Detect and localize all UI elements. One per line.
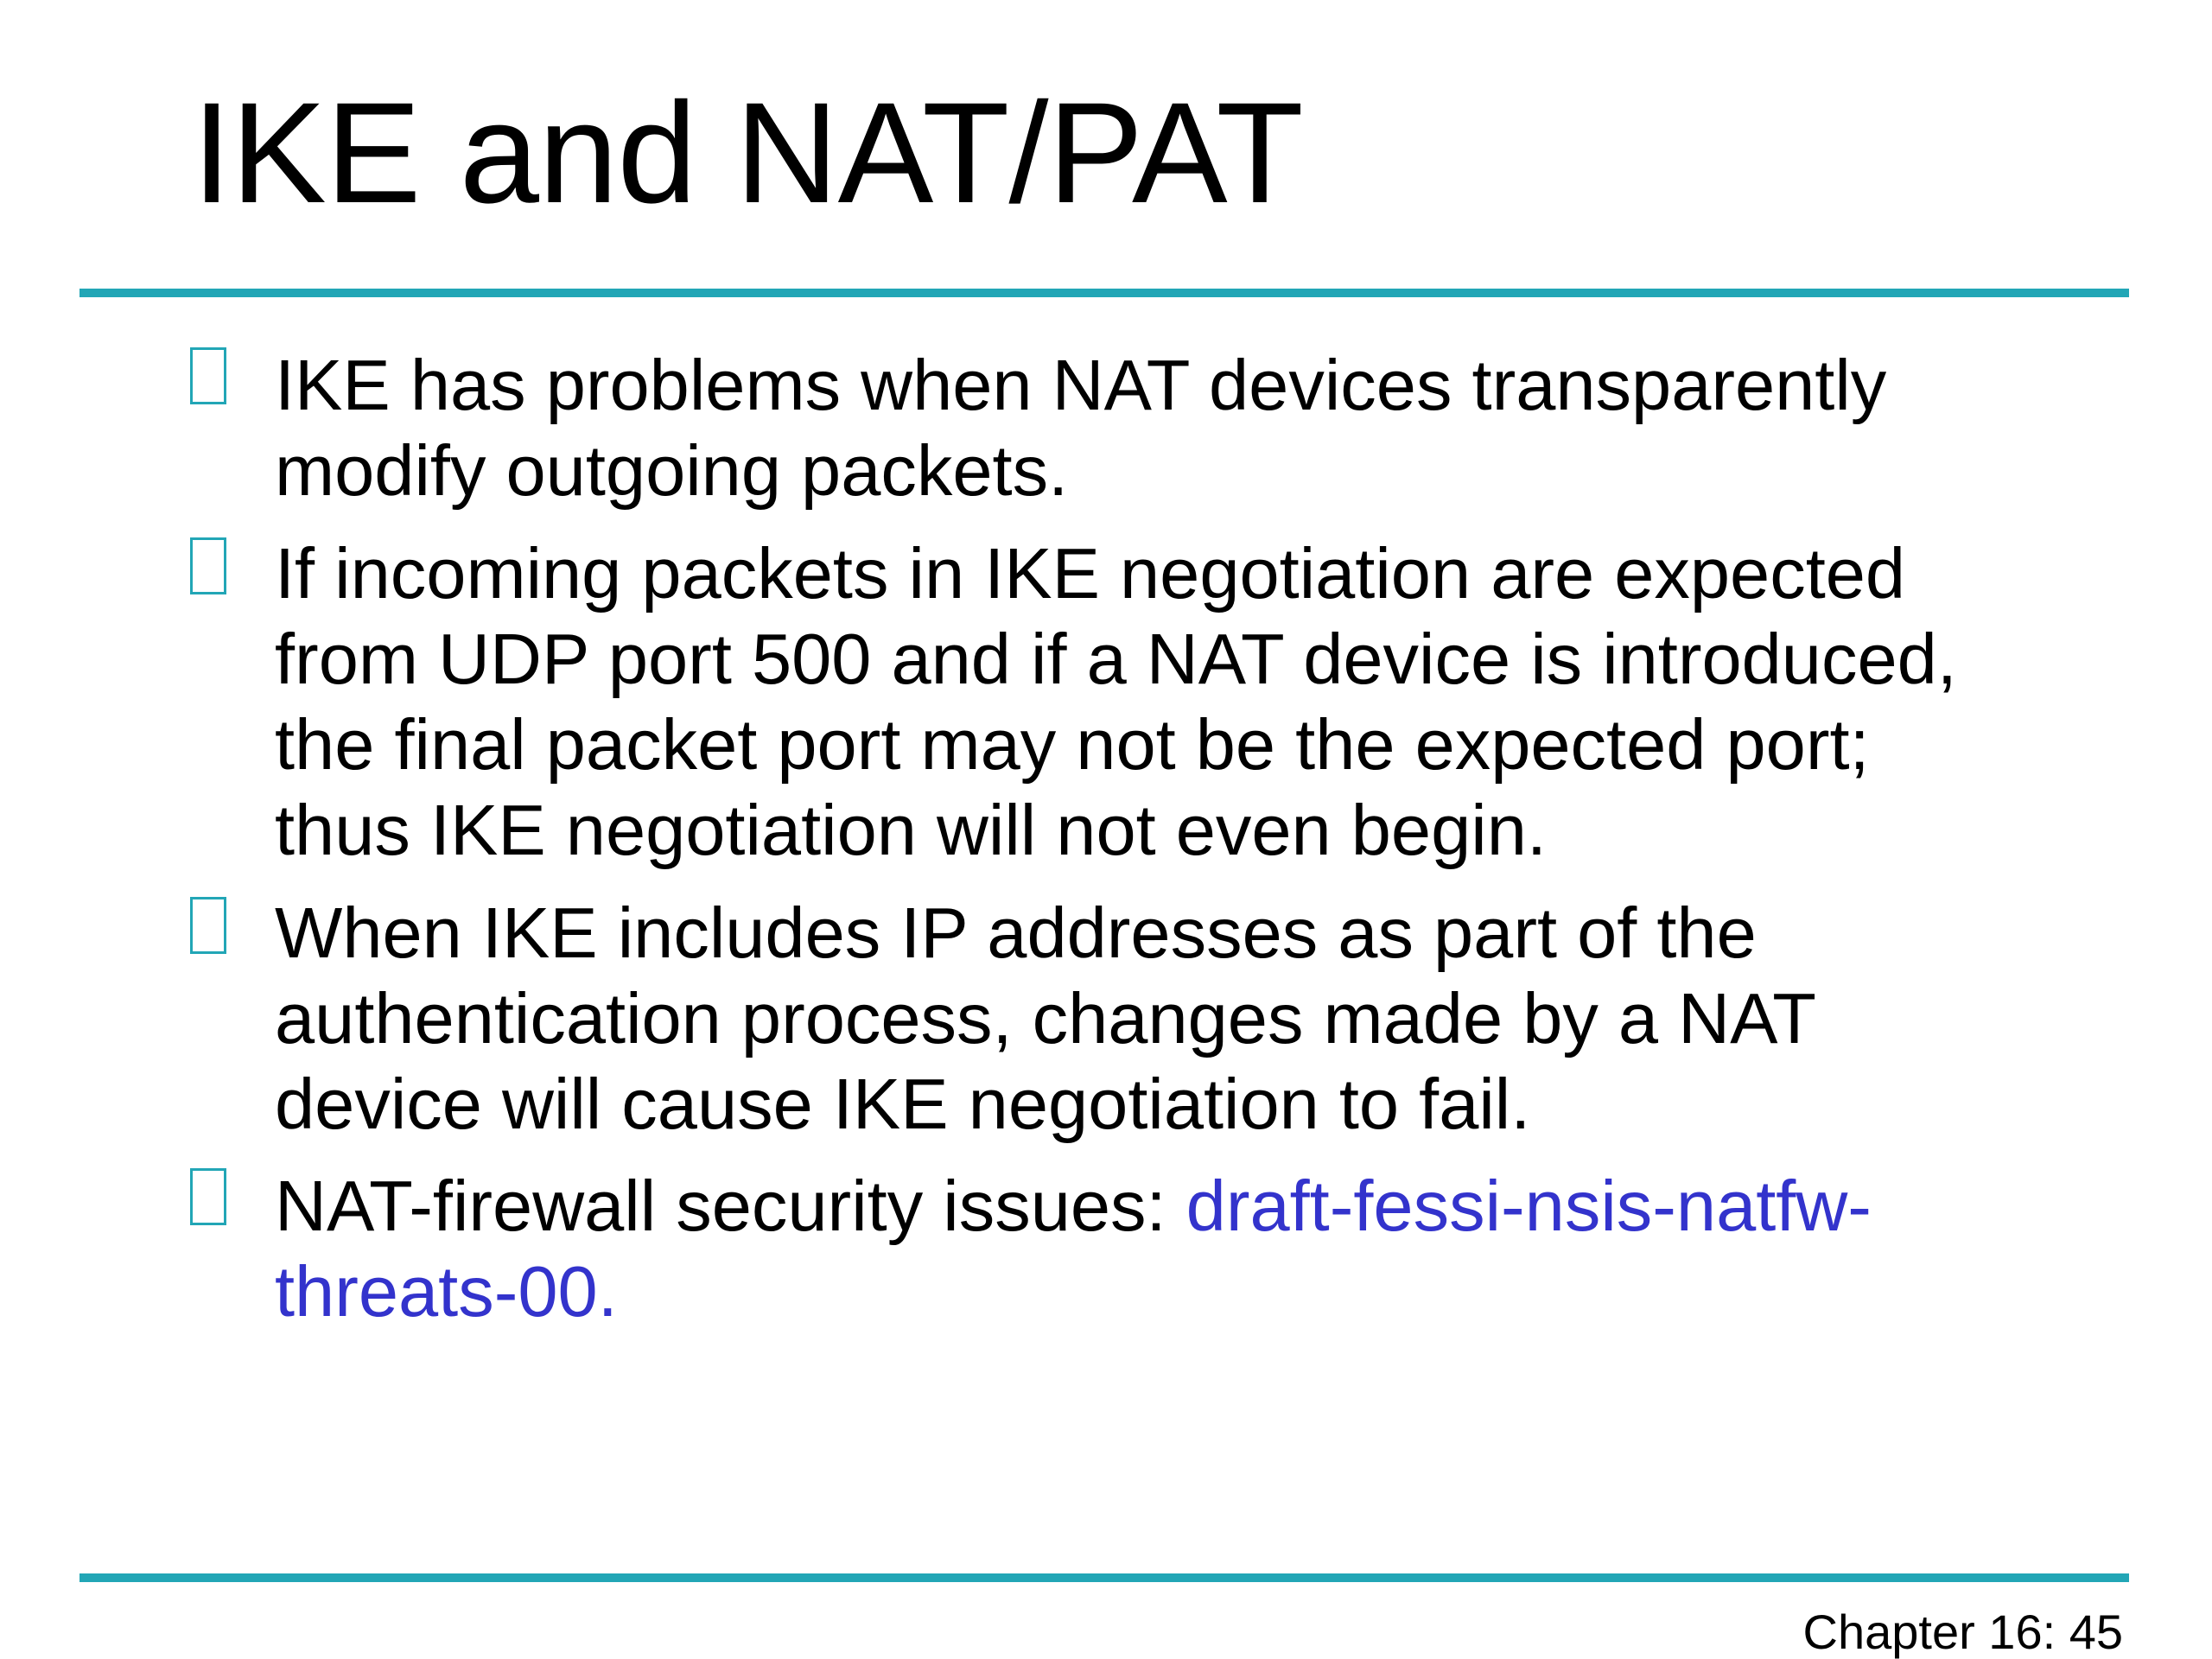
bullet-3-line-2: authentication process, changes made by a NAT	[275, 978, 1816, 1058]
square-bullet-icon	[190, 1168, 226, 1225]
bullet-item-3	[275, 890, 2133, 1147]
bullet-item-2	[275, 531, 2133, 873]
square-bullet-icon	[190, 347, 226, 404]
slide-footer: Chapter 16: 45	[1802, 1605, 2123, 1659]
square-bullet-icon	[190, 897, 226, 954]
bullet-item-1	[275, 342, 2133, 513]
bullet-4-line-2	[275, 1249, 2133, 1334]
bullet-item-4	[275, 1163, 2133, 1334]
bullet-2-line-4: thus IKE negotiation will not even begin.	[275, 790, 1547, 870]
square-bullet-icon	[190, 537, 226, 594]
draft-reference-link-continued[interactable]: threats-00.	[275, 1251, 618, 1332]
footer-divider	[79, 1573, 2129, 1582]
bullet-1-line-1: IKE has problems when NAT devices transparently	[275, 345, 1887, 425]
bullet-2-line-1: If incoming packets in IKE negotiation are expected	[275, 533, 1906, 613]
bullet-3-line-3: device will cause IKE negotiation to fail.	[275, 1064, 1531, 1144]
bullet-2-line-2: from UDP port 500 and if a NAT device is introduced,	[275, 619, 1957, 699]
slide-title: IKE and NAT/PAT	[192, 73, 1303, 233]
bullet-2-line-3: the final packet port may not be the expected port;	[275, 704, 1870, 785]
bullet-4-line-1	[275, 1163, 2133, 1249]
bullet-1-line-2: modify outgoing packets.	[275, 430, 1069, 511]
bullet-3-line-1: When IKE includes IP addresses as part of the	[275, 893, 1757, 973]
bullet-4-text: NAT-firewall security issues:	[275, 1166, 1186, 1246]
draft-reference-link[interactable]: draft-fessi-nsis-natfw-	[1185, 1166, 1872, 1246]
